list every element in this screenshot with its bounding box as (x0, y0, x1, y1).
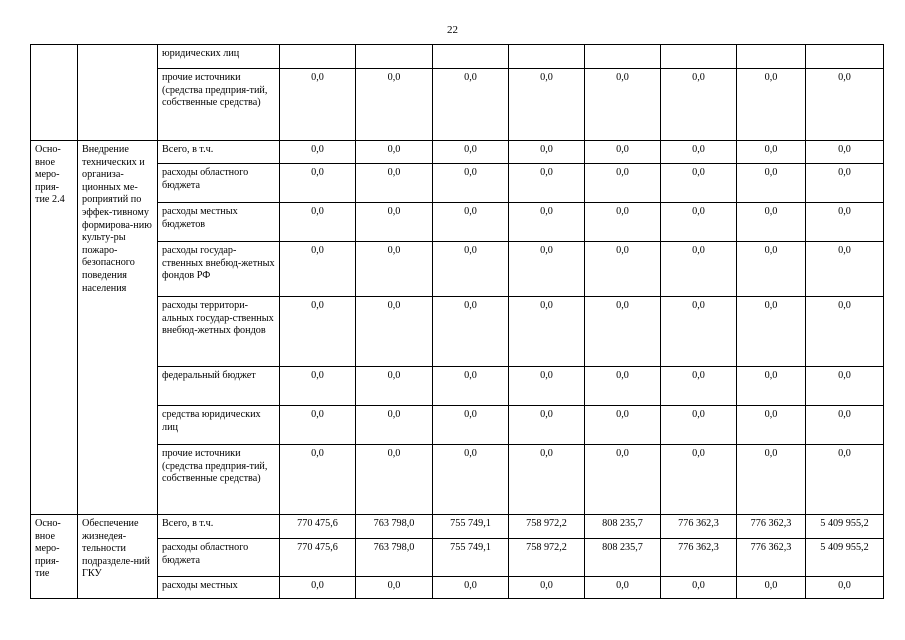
amount-cell: 0,0 (509, 203, 585, 242)
amount-cell: 0,0 (433, 577, 509, 599)
amount-cell: 0,0 (806, 69, 884, 141)
amount-cell: 0,0 (509, 69, 585, 141)
amount-cell: 758 972,2 (509, 539, 585, 577)
amount-cell: 0,0 (585, 164, 661, 203)
amount-cell: 0,0 (737, 141, 806, 164)
amount-cell: 0,0 (433, 242, 509, 297)
amount-cell: 0,0 (356, 297, 433, 367)
amount-cell: 0,0 (806, 406, 884, 445)
table-row (31, 203, 884, 242)
amount-cell: 0,0 (585, 141, 661, 164)
amount-cell: 0,0 (737, 164, 806, 203)
amount-cell: 0,0 (433, 69, 509, 141)
amount-cell: 0,0 (585, 297, 661, 367)
amount-cell: 0,0 (661, 141, 737, 164)
table-row (31, 164, 884, 203)
amount-cell: 0,0 (737, 69, 806, 141)
amount-cell: 0,0 (661, 406, 737, 445)
amount-cell: 0,0 (585, 577, 661, 599)
amount-cell: 0,0 (433, 445, 509, 515)
amount-cell: 0,0 (280, 297, 356, 367)
amount-cell: 0,0 (509, 406, 585, 445)
table-row (31, 406, 884, 445)
amount-cell: 0,0 (806, 445, 884, 515)
table-row (31, 577, 884, 599)
amount-cell: 0,0 (661, 164, 737, 203)
funding-source-cell: расходы областного бюджета (158, 539, 280, 577)
amount-cell: 0,0 (661, 445, 737, 515)
table-row (31, 445, 884, 515)
event-number-cell: Осно-вное меро-прия-тие 2.4 (31, 141, 78, 515)
amount-cell: 776 362,3 (737, 515, 806, 539)
event-name-cell: Обеспечение жизнедея-тельности подразделе-ний ГКУ (78, 515, 158, 599)
amount-cell: 0,0 (585, 69, 661, 141)
amount-cell: 0,0 (280, 69, 356, 141)
table-row (31, 367, 884, 406)
amount-cell (356, 45, 433, 69)
amount-cell: 0,0 (509, 577, 585, 599)
amount-cell (585, 45, 661, 69)
amount-cell: 0,0 (280, 141, 356, 164)
amount-cell: 0,0 (585, 445, 661, 515)
amount-cell (509, 45, 585, 69)
amount-cell: 0,0 (433, 141, 509, 164)
amount-cell: 0,0 (737, 406, 806, 445)
amount-cell: 755 749,1 (433, 539, 509, 577)
amount-cell: 0,0 (280, 242, 356, 297)
amount-cell: 0,0 (661, 203, 737, 242)
table-row (31, 539, 884, 577)
amount-cell: 0,0 (806, 367, 884, 406)
amount-cell (280, 45, 356, 69)
amount-cell: 0,0 (661, 297, 737, 367)
amount-cell: 770 475,6 (280, 539, 356, 577)
amount-cell: 0,0 (356, 203, 433, 242)
amount-cell: 0,0 (737, 203, 806, 242)
amount-cell: 0,0 (661, 242, 737, 297)
amount-cell: 0,0 (509, 297, 585, 367)
amount-cell: 0,0 (280, 445, 356, 515)
amount-cell: 0,0 (280, 203, 356, 242)
amount-cell: 0,0 (433, 406, 509, 445)
amount-cell: 808 235,7 (585, 515, 661, 539)
amount-cell: 763 798,0 (356, 515, 433, 539)
amount-cell (806, 45, 884, 69)
amount-cell: 0,0 (356, 577, 433, 599)
amount-cell: 5 409 955,2 (806, 539, 884, 577)
amount-cell: 755 749,1 (433, 515, 509, 539)
amount-cell: 0,0 (806, 141, 884, 164)
budget-table-body (31, 45, 884, 599)
amount-cell: 776 362,3 (661, 539, 737, 577)
budget-table (30, 44, 884, 599)
amount-cell: 0,0 (356, 445, 433, 515)
amount-cell: 776 362,3 (661, 515, 737, 539)
event-number-cell (31, 45, 78, 141)
amount-cell: 0,0 (509, 242, 585, 297)
amount-cell: 0,0 (806, 164, 884, 203)
event-name-cell (78, 45, 158, 141)
amount-cell: 0,0 (356, 242, 433, 297)
funding-source-cell: расходы местных бюджетов (158, 203, 280, 242)
funding-source-cell: расходы областного бюджета (158, 164, 280, 203)
amount-cell: 0,0 (737, 577, 806, 599)
amount-cell: 0,0 (356, 367, 433, 406)
table-row (31, 297, 884, 367)
amount-cell: 0,0 (585, 406, 661, 445)
page-number: 22 (447, 24, 458, 36)
amount-cell: 0,0 (661, 69, 737, 141)
event-name-cell: Внедрение технических и организа-ционных ме-роприятий по эффек-тивному формирова-нию культу-ры пожаро-безопасного поведения населения (78, 141, 158, 515)
amount-cell: 0,0 (280, 164, 356, 203)
amount-cell (737, 45, 806, 69)
amount-cell: 0,0 (356, 164, 433, 203)
amount-cell: 0,0 (433, 367, 509, 406)
amount-cell: 0,0 (806, 297, 884, 367)
amount-cell: 758 972,2 (509, 515, 585, 539)
table-row (31, 141, 884, 164)
amount-cell (661, 45, 737, 69)
amount-cell: 0,0 (433, 164, 509, 203)
amount-cell: 0,0 (509, 367, 585, 406)
funding-source-cell: расходы государ-ственных внебюд-жетных фондов РФ (158, 242, 280, 297)
amount-cell: 776 362,3 (737, 539, 806, 577)
table-row (31, 515, 884, 539)
amount-cell: 808 235,7 (585, 539, 661, 577)
amount-cell: 0,0 (509, 141, 585, 164)
funding-source-cell: юридических лиц (158, 45, 280, 69)
funding-source-cell: прочие источники (средства предприя-тий, собственные средства) (158, 445, 280, 515)
amount-cell: 0,0 (661, 367, 737, 406)
amount-cell: 0,0 (737, 367, 806, 406)
amount-cell: 5 409 955,2 (806, 515, 884, 539)
amount-cell (433, 45, 509, 69)
amount-cell: 0,0 (806, 203, 884, 242)
amount-cell: 0,0 (806, 577, 884, 599)
funding-source-cell: расходы местных (158, 577, 280, 599)
amount-cell: 0,0 (280, 367, 356, 406)
amount-cell: 0,0 (433, 297, 509, 367)
amount-cell: 0,0 (433, 203, 509, 242)
table-row (31, 69, 884, 141)
funding-source-cell: средства юридических лиц (158, 406, 280, 445)
amount-cell: 0,0 (661, 577, 737, 599)
amount-cell: 763 798,0 (356, 539, 433, 577)
funding-source-cell: прочие источники (средства предприя-тий, собственные средства) (158, 69, 280, 141)
funding-source-cell: Всего, в т.ч. (158, 515, 280, 539)
amount-cell: 0,0 (806, 242, 884, 297)
funding-source-cell: федеральный бюджет (158, 367, 280, 406)
amount-cell: 0,0 (585, 203, 661, 242)
amount-cell: 0,0 (737, 242, 806, 297)
amount-cell: 0,0 (356, 406, 433, 445)
amount-cell: 0,0 (585, 242, 661, 297)
funding-source-cell: расходы территори-альных государ-ственных внебюд-жетных фондов (158, 297, 280, 367)
amount-cell: 0,0 (509, 445, 585, 515)
amount-cell: 0,0 (280, 577, 356, 599)
amount-cell: 770 475,6 (280, 515, 356, 539)
event-number-cell: Осно-вное меро-прия-тие (31, 515, 78, 599)
amount-cell: 0,0 (737, 297, 806, 367)
funding-source-cell: Всего, в т.ч. (158, 141, 280, 164)
amount-cell: 0,0 (280, 406, 356, 445)
amount-cell: 0,0 (356, 69, 433, 141)
table-row (31, 242, 884, 297)
amount-cell: 0,0 (585, 367, 661, 406)
amount-cell: 0,0 (737, 445, 806, 515)
amount-cell: 0,0 (509, 164, 585, 203)
amount-cell: 0,0 (356, 141, 433, 164)
table-row (31, 45, 884, 69)
